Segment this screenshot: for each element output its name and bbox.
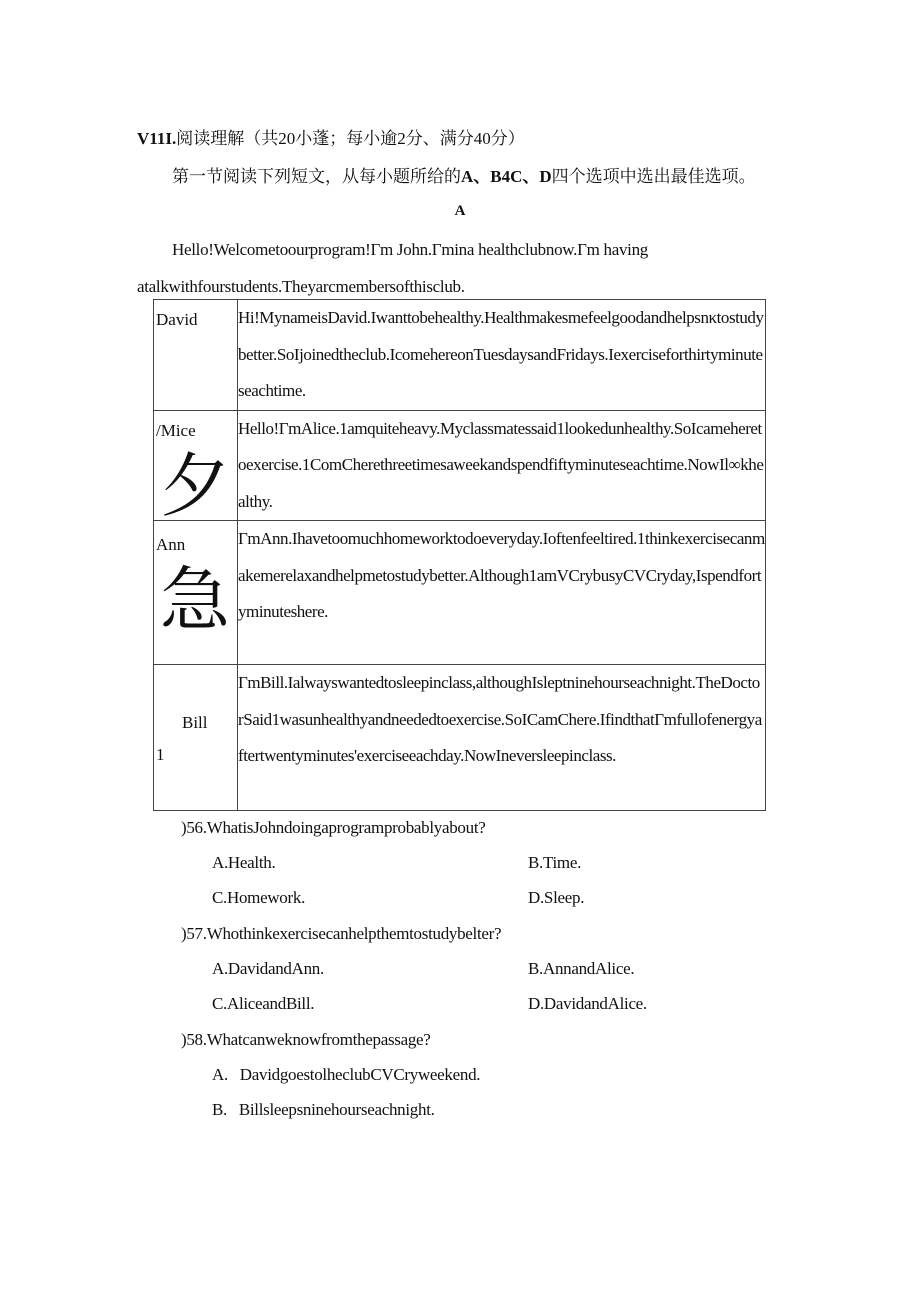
table-row: [154, 521, 766, 665]
instruction-suffix: 四个选项中选出最佳选项。: [551, 167, 756, 186]
table-row: [154, 665, 766, 811]
member-statement: Hi!MynameisDavid.Iwanttobehealthy.Healthmakesmefeelgoodandhelpsnκtostudybetter.SoIjoinedtheclub.IcomehereonTuesdaysandFridays.Iexerciseforthirtyminuteseachtime.: [238, 300, 766, 411]
question-stem: )57.Whothinkexercisecanhelpthemtostudybelter?: [181, 924, 502, 943]
question-stem: )56.WhatisJohndoingaprogramprobablyabout?: [181, 818, 486, 837]
member-name: David: [156, 310, 198, 329]
member-name: /Mice: [156, 420, 196, 440]
passage-intro-line-2: atalkwithfourstudents.Theyarcmembersofthisclub.: [137, 277, 465, 296]
member-name-cell: [154, 521, 238, 665]
member-glyph: 夕: [160, 444, 230, 527]
option-a: A.DavidandAnn.: [212, 959, 324, 978]
member-name-cell: [154, 665, 238, 811]
table-row: [154, 300, 766, 411]
option-c: C.Homework.: [212, 888, 306, 907]
member-name-cell: [154, 410, 238, 527]
member-statement: ΓmAnn.Ihavetoomuchhomeworktodoeveryday.Ioftenfeeltired.1thinkexercisecanmakemerelaxandhelpmetostudybetter.Although1amVCrybusyCVCryday,Ispendfortyminuteshere.: [238, 521, 766, 665]
member-name-cell: [154, 300, 238, 411]
option-c: C.AliceandBill.: [212, 994, 315, 1013]
member-glyph: 急: [160, 559, 230, 641]
member-name: Bill: [182, 713, 208, 732]
table-row: [154, 410, 766, 521]
passage-label: A: [454, 203, 466, 219]
member-name-extra: 1: [156, 745, 165, 764]
member-name: Ann: [156, 535, 186, 554]
instruction-prefix: 第一节阅读下列短文，从每小题所给的: [172, 167, 461, 186]
instruction-letters: A、B4C、D: [461, 167, 552, 186]
section-instruction: [172, 162, 756, 187]
option-b: B.Time.: [528, 853, 582, 872]
section-title: [137, 124, 525, 149]
members-table: [153, 299, 766, 811]
question-stem: )58.Whatcanweknowfromthepassage?: [181, 1030, 431, 1049]
option-a: A. DavidgoestolheclubCVCryweekend.: [212, 1065, 481, 1084]
member-statement: ΓmBill.Ialwayswantedtosleepinclass,althoughIsleptninehourseachnight.TheDoctorSaid1wasunhealthyandneededtoexercise.SoICamChere.IfindthatΓmfullofenergyaftertwentyminutes'exerciseeachday.NowIneversleepinclass.: [238, 665, 766, 811]
section-title-text: 阅读理解（共20小蓬；每小逾2分、满分40分）: [176, 129, 525, 148]
option-d: D.DavidandAlice.: [528, 994, 647, 1013]
section-number: V11I.: [137, 129, 177, 148]
option-a: A.Health.: [212, 853, 276, 872]
option-d: D.Sleep.: [528, 888, 585, 907]
option-b: B.AnnandAlice.: [528, 959, 635, 978]
member-statement: Hello!ΓmAlice.1amquiteheavy.Myclassmatessaid1lookedunhealthy.SoIcameheretoexercise.1ComCherethreetimesaweekandspendfiftyminuteseachtime.NowIl∞khealthy.: [238, 410, 766, 521]
passage-intro-line-1: Hello!Welcometoourprogram!Γm John.Γmina healthclubnow.Γm having: [172, 240, 648, 259]
option-b: B. Billsleepsninehourseachnight.: [212, 1100, 435, 1119]
